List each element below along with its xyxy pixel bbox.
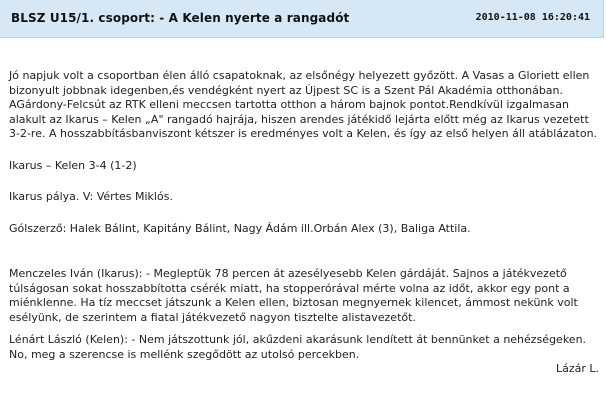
quote-kelen-coach: Lénárt László (Kelen): - Nem játszottunk jól, akűzdeni akarásunk lendített át bennünket a nehézségeken. No, meg a szerencse is mellénk szegődött az utolsó percekben. (9, 333, 587, 361)
intro-paragraph: Jó napjuk volt a csoportban élen álló csapatoknak, az elsőnégy helyezett győzött. A Vasas a Gloriett ellen bizonyult jobbnak idegenben,és vendégként nyert az Újpest SC is a Szent Pál Akadémia otthonában. AGárdony-Felcsút az RTK elleni meccsen tartotta otthon a három bajnok pontot.Rendkívül izgalmasan alakult az Ikarus – Kelen „A" rangadó hajrája, hiszen arendes játékidő lejárta előtt még az Ikarus vezetett 3-2-re. A hosszabbításbanviszont kétszer is eredményes volt a Kelen, és így az első helyen áll atáblázaton. (9, 69, 598, 140)
article-datetime: 2010-11-08 16:20:41 (475, 12, 590, 23)
quote-ikarus-coach: Menczeles Iván (Ikarus): - Megleptük 78 percen át azesélyesebb Kelen gárdáját. Sajnos a játékvezető túlságosan sokat hosszabbította csérék miatt, ha stopperórával mérte volna az időt, akkor egy pont a miénklenne. Ha tíz meccset játszunk a Kelen ellen, biztosan megnyernek kilencet, ámmost nekünk volt esélyünk, de szerintem a fiatal játékvezető nagyon tisztelte alistavezetőt. (9, 267, 578, 324)
match-score: Ikarus – Kelen 3-4 (1-2) (9, 158, 137, 172)
author-signature: Lázár L. (555, 362, 599, 375)
article-header (0, 0, 604, 38)
article-body (9, 69, 599, 377)
match-venue: Ikarus pálya. V: Vértes Miklós. (9, 190, 173, 203)
goal-scorers: Gólszerző: Halek Bálint, Kapitány Bálint, Nagy Ádám ill.Orbán Alex (3), Baliga Attila. (9, 221, 471, 235)
article-title: BLSZ U15/1. csoport: - A Kelen nyerte a rangadót (11, 11, 350, 25)
